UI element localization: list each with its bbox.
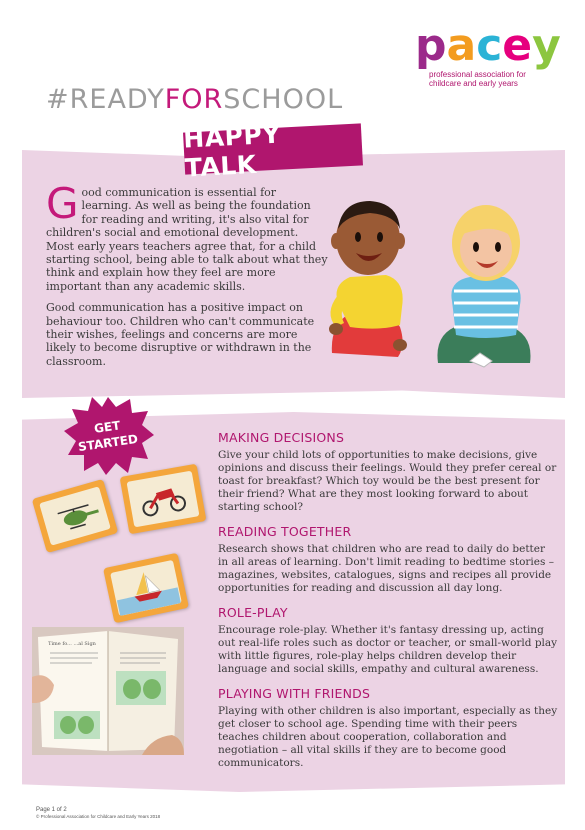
page-title: HAPPY TALK: [182, 119, 282, 183]
section-body: Encourage role-play. Whether it's fantasy dressing up, acting out real-life roles such as doctor or teacher, or small-world play with little figures, role-play helps children develop their language and social skills, empathy and cultural awareness.: [218, 624, 558, 675]
section-playing-with-friends: [218, 686, 558, 770]
logo-tagline-line2: childcare and early years: [429, 79, 518, 88]
get-started-line2: STARTED: [77, 431, 139, 455]
get-started-line1: GET: [93, 418, 122, 436]
intro-paragraph-2: Good communication has a positive impact on behaviour too. Children who can't communicate their wishes, feelings and concerns are more likely to become disruptive or withdrawn in the classroom.: [46, 301, 315, 368]
section-heading: MAKING DECISIONS: [218, 430, 345, 445]
intro-paragraph-1: [46, 179, 328, 293]
section-making-decisions: [218, 430, 558, 514]
girl-figure: [437, 205, 530, 367]
get-started-badge: [62, 393, 154, 477]
page-number: Page 1 of 2: [36, 807, 67, 813]
book-photo: [32, 627, 184, 755]
motorbike-icon: [127, 471, 200, 528]
children-illustration: [320, 195, 550, 375]
logo-tagline-line1: professional association for: [429, 70, 526, 79]
logo-letter: c: [476, 20, 502, 71]
section-heading: PLAYING WITH FRIENDS: [218, 686, 371, 701]
title-banner: [182, 119, 363, 183]
pacey-logo: [415, 20, 565, 88]
hashtag-part1: #READY: [46, 84, 165, 115]
section-role-play: [218, 605, 558, 676]
helicopter-icon: [39, 486, 111, 545]
tips-sections: [218, 430, 558, 780]
intro-paragraph-1-text: ood communication is essential for learning. As well as being the foundation for reading and writing, it's also vital for children's social and emotional development. Most early years teachers agree that, for a child starting school, being able to talk about what they think and explain how they feel are more important than any academic skills.: [46, 186, 328, 293]
logo-letter: p: [415, 20, 446, 71]
hashtag-heading: [46, 84, 343, 115]
intro-text: [46, 179, 328, 376]
logo-wordmark: [415, 20, 565, 71]
page-footer: [36, 806, 160, 820]
logo-letter: y: [532, 20, 560, 71]
drop-cap: G: [46, 179, 79, 228]
book-page-title: Time fo... ...al Sign: [48, 641, 96, 647]
section-reading-together: [218, 524, 558, 595]
logo-tagline: [429, 70, 565, 88]
sailboat-icon: [110, 560, 182, 616]
logo-letter: e: [502, 20, 532, 71]
copyright-notice: © Professional Association for Childcare and Early Years 2018: [36, 814, 161, 819]
section-body: Research shows that children who are read to daily do better in all areas of learning. Don't limit reading to bedtime stories – magazines, websites, catalogues, signs and recipes all provide opportunities for reading and discussion all day long.: [218, 543, 554, 594]
section-heading: ROLE-PLAY: [218, 605, 288, 620]
section-heading: READING TOGETHER: [218, 524, 352, 539]
section-body: Playing with other children is also important, especially as they get closer to school age. Spending time with their peers teaches children about cooperation, collaboration and negotiation – all vital skills if they are to become good communicators.: [218, 705, 558, 769]
hashtag-part2: FOR: [164, 84, 224, 115]
boy-figure: [329, 201, 407, 357]
hashtag-part3: SCHOOL: [223, 84, 344, 115]
logo-letter: a: [446, 20, 476, 71]
section-body: Give your child lots of opportunities to make decisions, give opinions and discuss their feelings. Would they prefer cereal or toast for breakfast? Which toy would be the best present for their friend? What are they most looking forward to about starting school?: [218, 449, 557, 513]
